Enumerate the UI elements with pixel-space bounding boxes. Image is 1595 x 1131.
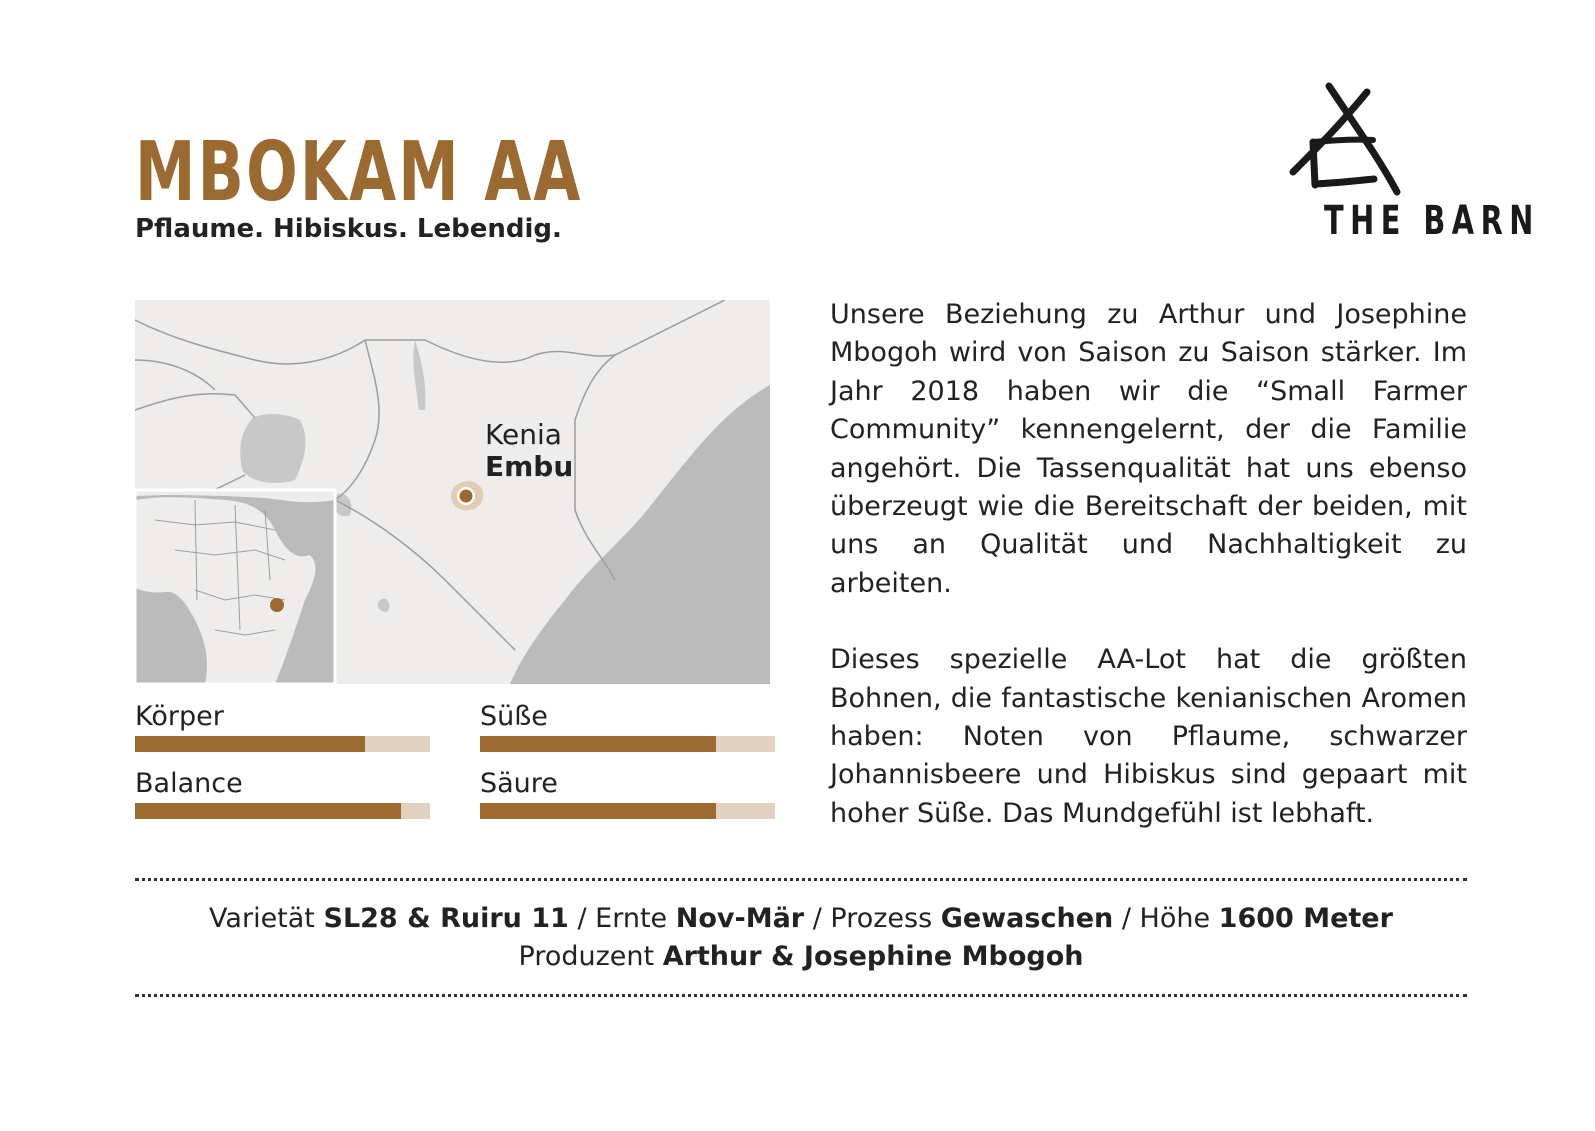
metric-label: Balance xyxy=(135,768,243,799)
description xyxy=(830,296,1467,871)
metric-fill xyxy=(135,803,401,819)
divider-bottom xyxy=(135,994,1467,997)
metric-balance xyxy=(135,767,430,819)
spec-process-label: Prozess xyxy=(830,903,933,934)
divider-top xyxy=(135,878,1467,881)
spec-harvest-label: Ernte xyxy=(595,903,668,934)
metric-label: Säure xyxy=(480,768,558,799)
map-country-label: Kenia xyxy=(485,418,562,451)
inset-map xyxy=(135,490,335,684)
spec-altitude-value: 1600 Meter xyxy=(1218,903,1393,934)
spec-process-value: Gewaschen xyxy=(940,903,1114,934)
barn-cross-logo-icon xyxy=(1275,80,1450,200)
metric-fill xyxy=(480,736,716,752)
origin-map xyxy=(135,300,770,684)
map-region-label: Embu xyxy=(485,450,574,483)
specs-line-1 xyxy=(135,900,1467,938)
specs-line-2 xyxy=(135,938,1467,976)
lake-shape xyxy=(413,340,425,410)
description-paragraph: Unsere Beziehung zu Arthur und Josephine Mbogoh wird von Saison zu Saison stärker. Im Jahr 2018 haben wir die “Small Farmer Community” kennengelernt, der die Familie angehört. Die Tassenqualität hat uns ebenso überzeugt wie die Bereitschaft der beiden, mit uns an Qualität und Nachhaltigkeit zu arbeiten. xyxy=(830,299,1467,599)
metric-track xyxy=(480,803,775,819)
specs-block xyxy=(135,900,1467,976)
spec-separator: / xyxy=(1121,903,1131,934)
spec-producer-value: Arthur & Josephine Mbogoh xyxy=(662,941,1084,972)
spec-producer-label: Produzent xyxy=(518,941,655,972)
spec-harvest-value: Nov-Mär xyxy=(675,903,805,934)
product-subtitle: Pflaume. Hibiskus. Lebendig. xyxy=(135,214,562,244)
embu-marker-icon xyxy=(460,490,473,503)
brand-logo xyxy=(1275,80,1540,250)
metric-body xyxy=(135,700,430,752)
metric-track xyxy=(480,736,775,752)
metric-track xyxy=(135,736,430,752)
metric-label: Süße xyxy=(480,701,548,732)
lake-shape xyxy=(240,414,305,483)
metric-track xyxy=(135,803,430,819)
spec-variety-value: SL28 & Ruiru 11 xyxy=(323,903,569,934)
product-title: MBOKAM AA xyxy=(135,125,583,220)
metric-sweetness xyxy=(480,700,775,752)
metric-acidity xyxy=(480,767,775,819)
lake-shape xyxy=(378,599,390,612)
map-graphic xyxy=(135,300,770,684)
spec-altitude-label: Höhe xyxy=(1139,903,1211,934)
spec-variety-label: Varietät xyxy=(209,903,315,934)
description-paragraph: Dieses spezielle AA-Lot hat die größten Bohnen, die fantastische kenianischen Aromen haben: Noten von Pflaume, schwarzer Johannisbeere und Hibiskus sind gepaart mit hoher Süße. Das Mundgefühl ist lebhaft. xyxy=(830,644,1467,829)
spec-separator: / xyxy=(577,903,587,934)
inset-marker-icon xyxy=(270,598,284,612)
metric-label: Körper xyxy=(135,701,224,732)
metric-fill xyxy=(135,736,365,752)
metric-fill xyxy=(480,803,716,819)
brand-name: THE BARN xyxy=(1324,198,1540,244)
spec-separator: / xyxy=(812,903,822,934)
